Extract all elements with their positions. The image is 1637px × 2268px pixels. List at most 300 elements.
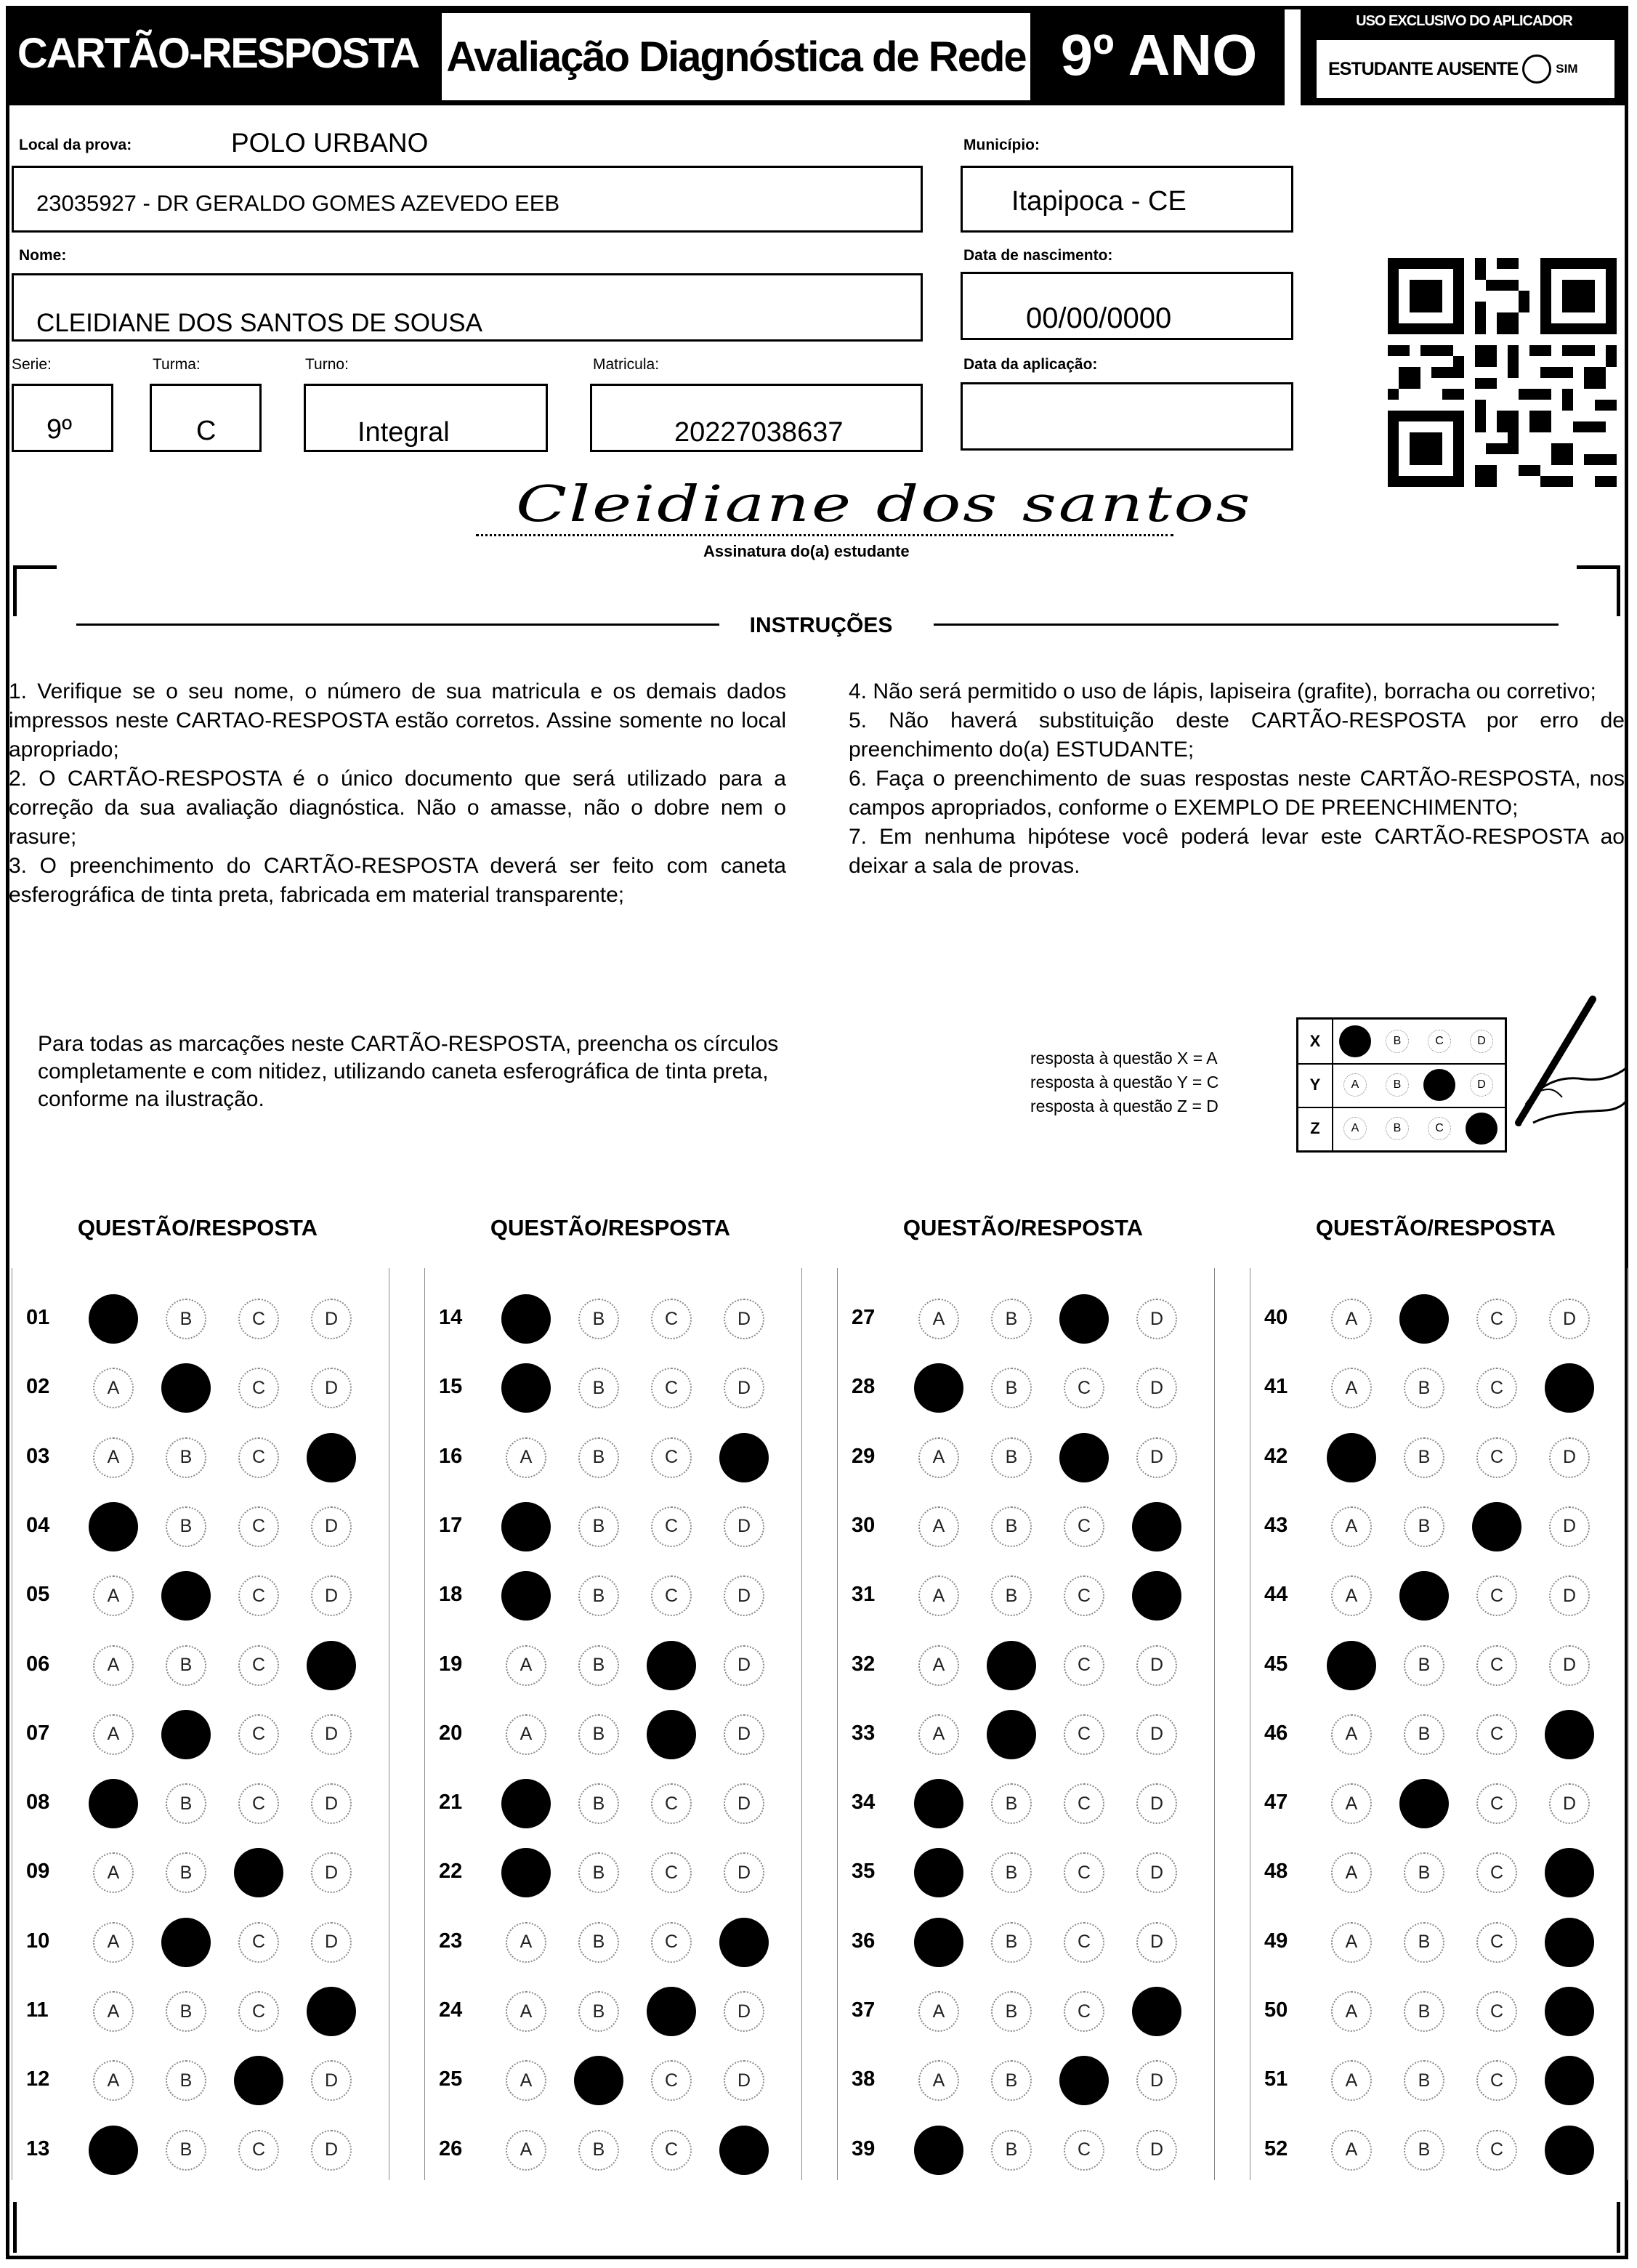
answer-bubble-c[interactable] <box>238 1299 279 1339</box>
option-letter: C <box>1077 1724 1091 1745</box>
answer-bubble-c[interactable] <box>1064 1506 1104 1547</box>
answer-bubble-c[interactable] <box>651 1783 692 1824</box>
option-letter: A <box>520 2070 533 2091</box>
example-legend-item: resposta à questão Y = C <box>1030 1073 1219 1091</box>
answer-bubble-d[interactable] <box>311 1368 352 1408</box>
answer-bubble-d[interactable] <box>1549 1645 1590 1686</box>
answer-bubble-c[interactable] <box>647 1641 696 1690</box>
option-letter: A <box>1345 1585 1358 1606</box>
answer-bubble-d[interactable] <box>311 2060 352 2101</box>
name-label: Nome: <box>19 247 67 264</box>
answer-bubble-b[interactable] <box>161 1918 211 1967</box>
option-letter: C <box>251 2001 266 2022</box>
option-letter: B <box>1005 1862 1018 1883</box>
answer-bubble-a[interactable] <box>918 1991 959 2032</box>
option-letter: A <box>932 2001 945 2022</box>
answer-bubble-b[interactable] <box>578 1437 619 1478</box>
answer-bubble-b[interactable] <box>991 2130 1032 2171</box>
answer-bubble-c[interactable] <box>1059 1294 1109 1344</box>
answer-bubble-b[interactable] <box>991 1437 1032 1478</box>
answer-bubble-d[interactable] <box>724 1575 764 1616</box>
example-bubble-b <box>1386 1117 1409 1140</box>
answer-bubble-b[interactable] <box>578 1506 619 1547</box>
answer-bubble-a[interactable] <box>914 1848 963 1897</box>
answer-bubble-a[interactable] <box>918 1299 959 1339</box>
option-letter: C <box>1077 1793 1091 1814</box>
answer-bubble-a[interactable] <box>914 1918 963 1967</box>
city-value: Itapipoca - CE <box>1011 186 1187 217</box>
answer-bubble-b[interactable] <box>166 1783 206 1824</box>
option-letter: D <box>737 1308 751 1329</box>
option-letter: A <box>520 2001 533 2022</box>
answer-bubble-c[interactable] <box>651 1506 692 1547</box>
answer-bubble-c[interactable] <box>1059 2056 1109 2105</box>
answer-bubble-a[interactable] <box>501 1571 551 1621</box>
answer-bubble-d[interactable] <box>1136 2130 1177 2171</box>
qr-finder-bottom-left <box>1388 411 1464 487</box>
answer-bubble-c[interactable] <box>651 1368 692 1408</box>
answer-bubble-b[interactable] <box>1404 1852 1444 1893</box>
absent-field[interactable] <box>1317 40 1614 98</box>
answer-bubble-c[interactable] <box>651 1575 692 1616</box>
signature-label: Assinatura do(a) estudante <box>703 542 910 560</box>
option-letter: B <box>592 1585 605 1606</box>
answer-bubble-c[interactable] <box>1476 1368 1517 1408</box>
answer-bubble-d[interactable] <box>724 1714 764 1755</box>
answer-bubble-c[interactable] <box>1476 1575 1517 1616</box>
answer-bubble-a[interactable] <box>1331 2060 1372 2101</box>
answer-bubble-a[interactable] <box>93 1922 134 1963</box>
question-number: 52 <box>1264 2136 1288 2160</box>
answer-bubble-a[interactable] <box>506 1991 546 2032</box>
answer-bubble-d[interactable] <box>724 1783 764 1824</box>
answer-bubble-b[interactable] <box>1399 1571 1449 1621</box>
answer-bubble-a[interactable] <box>506 1645 546 1686</box>
answer-bubble-d[interactable] <box>311 2130 352 2171</box>
question-number: 18 <box>439 1583 463 1607</box>
answer-bubble-b[interactable] <box>991 1922 1032 1963</box>
option-letter: D <box>1149 1724 1164 1745</box>
answer-bubble-c[interactable] <box>1476 2130 1517 2171</box>
answer-bubble-a[interactable] <box>93 1368 134 1408</box>
answer-bubble-c[interactable] <box>234 2056 283 2105</box>
answer-bubble-d[interactable] <box>724 1852 764 1893</box>
answer-bubble-c[interactable] <box>238 1783 279 1824</box>
answer-bubble-b[interactable] <box>1404 1645 1444 1686</box>
answer-bubble-b[interactable] <box>578 1368 619 1408</box>
answer-bubble-d[interactable] <box>307 1641 356 1690</box>
answer-bubble-c[interactable] <box>1476 1299 1517 1339</box>
question-number: 36 <box>852 1929 876 1953</box>
option-letter: A <box>107 1585 120 1606</box>
answer-bubble-c[interactable] <box>1059 1433 1109 1482</box>
option-letter: A <box>1345 1516 1358 1537</box>
answer-bubble-d[interactable] <box>1549 1783 1590 1824</box>
answer-bubble-b[interactable] <box>1404 1506 1444 1547</box>
option-letter: B <box>592 1724 605 1745</box>
question-number: 43 <box>1264 1513 1288 1537</box>
option-letter: B <box>1393 1035 1402 1047</box>
answer-bubble-a[interactable] <box>914 1779 963 1828</box>
example-legend-item: resposta à questão Z = D <box>1030 1097 1218 1115</box>
answer-bubble-d[interactable] <box>1549 1575 1590 1616</box>
answer-bubble-b[interactable] <box>166 1852 206 1893</box>
answer-bubble-c[interactable] <box>238 1506 279 1547</box>
answer-bubble-a[interactable] <box>501 1502 551 1551</box>
answer-bubble-a[interactable] <box>93 1645 134 1686</box>
answer-bubble-d[interactable] <box>1136 1852 1177 1893</box>
answer-bubble-b[interactable] <box>1404 2060 1444 2101</box>
option-letter: C <box>251 1308 266 1329</box>
example-bubble-c <box>1428 1030 1451 1053</box>
answer-bubble-b[interactable] <box>991 1852 1032 1893</box>
answer-bubble-a[interactable] <box>93 2060 134 2101</box>
answer-bubble-b[interactable] <box>991 2060 1032 2101</box>
answer-bubble-b[interactable] <box>987 1641 1036 1690</box>
option-letter: B <box>592 1793 605 1814</box>
answer-bubble-d[interactable] <box>1136 1922 1177 1963</box>
answer-bubble-a[interactable] <box>1331 2130 1372 2171</box>
answer-bubble-b[interactable] <box>578 1575 619 1616</box>
answer-bubble-d[interactable] <box>1545 1848 1594 1897</box>
answer-bubble-d[interactable] <box>311 1506 352 1547</box>
answer-bubble-c[interactable] <box>1064 1991 1104 2032</box>
option-letter: C <box>664 1793 679 1814</box>
answer-bubble-b[interactable] <box>578 1852 619 1893</box>
option-letter: A <box>1345 1932 1358 1953</box>
answer-bubble-b[interactable] <box>578 1783 619 1824</box>
answer-bubble-b[interactable] <box>1404 1922 1444 1963</box>
answer-bubble-d[interactable] <box>724 1506 764 1547</box>
answer-bubble-b[interactable] <box>991 1299 1032 1339</box>
question-number: 33 <box>852 1721 876 1745</box>
option-letter: B <box>179 1862 193 1883</box>
answer-bubble-a[interactable] <box>1327 1641 1376 1690</box>
answer-bubble-a[interactable] <box>918 1575 959 1616</box>
answer-bubble-d[interactable] <box>311 1922 352 1963</box>
answer-bubble-d[interactable] <box>1545 1987 1594 2036</box>
answer-bubble-b[interactable] <box>991 1575 1032 1616</box>
answer-bubble-b[interactable] <box>1404 1437 1444 1478</box>
option-letter: A <box>107 1932 120 1953</box>
answer-bubble-b[interactable] <box>991 1506 1032 1547</box>
answer-bubble-c[interactable] <box>1476 1645 1517 1686</box>
answer-bubble-c[interactable] <box>238 1437 279 1478</box>
applicator-label: USO EXCLUSIVO DO APLICADOR <box>1356 13 1572 29</box>
class-label: Turma: <box>153 356 201 373</box>
answer-bubble-d[interactable] <box>1549 1437 1590 1478</box>
answer-bubble-b[interactable] <box>166 1991 206 2032</box>
answer-bubble-c[interactable] <box>1472 1502 1521 1551</box>
answer-bubble-b[interactable] <box>166 1437 206 1478</box>
answer-bubble-c[interactable] <box>1476 2060 1517 2101</box>
answer-bubble-a[interactable] <box>1331 1368 1372 1408</box>
option-letter: B <box>179 1655 193 1675</box>
answer-bubble-c[interactable] <box>1476 1437 1517 1478</box>
answer-bubble-c[interactable] <box>1064 1852 1104 1893</box>
answer-bubble-a[interactable] <box>89 1779 138 1828</box>
option-letter: D <box>1562 1793 1577 1814</box>
option-letter: C <box>251 1932 266 1953</box>
answer-bubble-c[interactable] <box>1064 1922 1104 1963</box>
answer-bubble-c[interactable] <box>1476 1852 1517 1893</box>
application-date-box[interactable] <box>961 382 1293 451</box>
answer-bubble-b[interactable] <box>1404 2130 1444 2171</box>
answer-bubble-a[interactable] <box>506 1922 546 1963</box>
signature-handwritten: Cleidiane dos santos <box>516 476 1253 533</box>
answer-bubble-d[interactable] <box>311 1299 352 1339</box>
answer-bubble-d[interactable] <box>719 2126 769 2175</box>
answer-bubble-d[interactable] <box>724 1368 764 1408</box>
answer-bubble-b[interactable] <box>161 1710 211 1759</box>
question-number: 05 <box>26 1583 50 1607</box>
answer-bubble-a[interactable] <box>1331 1714 1372 1755</box>
answer-bubble-b[interactable] <box>991 1991 1032 2032</box>
answer-bubble-b[interactable] <box>166 2130 206 2171</box>
answer-bubble-d[interactable] <box>724 1645 764 1686</box>
answer-bubble-c[interactable] <box>238 1368 279 1408</box>
question-number: 41 <box>1264 1375 1288 1399</box>
answer-bubble-d[interactable] <box>1545 1918 1594 1967</box>
answer-bubble-d[interactable] <box>307 1433 356 1482</box>
option-letter: B <box>1005 1447 1018 1468</box>
option-letter: C <box>251 1724 266 1745</box>
answer-bubble-b[interactable] <box>991 1368 1032 1408</box>
question-number: 49 <box>1264 1929 1288 1953</box>
answer-bubble-c[interactable] <box>1064 2130 1104 2171</box>
option-letter: D <box>324 1932 339 1953</box>
option-letter: D <box>324 1862 339 1883</box>
answer-bubble-d[interactable] <box>1132 1502 1181 1551</box>
answer-bubble-d[interactable] <box>724 2060 764 2101</box>
answer-bubble-a[interactable] <box>93 1991 134 2032</box>
exam-title: Avaliação Diagnóstica de Rede <box>442 13 1030 100</box>
answer-bubble-d[interactable] <box>719 1433 769 1482</box>
answer-bubble-d[interactable] <box>1545 2056 1594 2105</box>
answer-bubble-d[interactable] <box>1549 1299 1590 1339</box>
option-letter: D <box>1477 1035 1486 1047</box>
answer-bubble-b[interactable] <box>161 1363 211 1413</box>
answer-bubble-d[interactable] <box>1136 1368 1177 1408</box>
answer-bubble-c[interactable] <box>238 1575 279 1616</box>
option-letter: D <box>737 1516 751 1537</box>
answer-bubble-a[interactable] <box>501 1363 551 1413</box>
answer-bubble-c[interactable] <box>1064 1714 1104 1755</box>
answer-bubble-a[interactable] <box>501 1848 551 1897</box>
option-letter: D <box>324 2070 339 2091</box>
example-row <box>1298 1107 1505 1150</box>
answer-bubble-b[interactable] <box>166 2060 206 2101</box>
answer-bubble-d[interactable] <box>1545 1710 1594 1759</box>
option-letter: A <box>932 1447 945 1468</box>
question-number: 31 <box>852 1583 876 1607</box>
answer-bubble-c[interactable] <box>1476 1991 1517 2032</box>
qr-finder-top-left <box>1388 258 1464 334</box>
answer-bubble-a[interactable] <box>1331 1783 1372 1824</box>
answer-bubble-a[interactable] <box>1331 1506 1372 1547</box>
option-letter: D <box>737 1377 751 1398</box>
answer-bubble-d[interactable] <box>311 1783 352 1824</box>
answer-bubble-c[interactable] <box>1476 1922 1517 1963</box>
answer-bubble-a[interactable] <box>918 1437 959 1478</box>
answer-bubble-c[interactable] <box>1476 1783 1517 1824</box>
answer-bubble-c[interactable] <box>238 1991 279 2032</box>
question-number: 27 <box>852 1306 876 1329</box>
answer-bubble-a[interactable] <box>1331 1991 1372 2032</box>
option-letter: D <box>1562 1655 1577 1675</box>
answer-bubble-a[interactable] <box>918 1714 959 1755</box>
answer-bubble-a[interactable] <box>501 1779 551 1828</box>
answer-bubble-d[interactable] <box>1136 2060 1177 2101</box>
answer-bubble-d[interactable] <box>1132 1571 1181 1621</box>
answer-bubble-a[interactable] <box>1331 1922 1372 1963</box>
answer-bubble-a[interactable] <box>89 2126 138 2175</box>
answer-bubble-a[interactable] <box>89 1502 138 1551</box>
absent-checkbox[interactable] <box>1522 55 1551 84</box>
answer-bubble-a[interactable] <box>914 1363 963 1413</box>
answer-bubble-b[interactable] <box>166 1299 206 1339</box>
answer-bubble-d[interactable] <box>1136 1714 1177 1755</box>
answer-bubble-c[interactable] <box>1476 1714 1517 1755</box>
answer-bubble-c[interactable] <box>238 1922 279 1963</box>
answer-bubble-a[interactable] <box>1327 1433 1376 1482</box>
answer-bubble-b[interactable] <box>161 1571 211 1621</box>
example-bubble-b <box>1386 1030 1409 1053</box>
example-bubble-c <box>1428 1117 1451 1140</box>
answer-bubble-b[interactable] <box>166 1506 206 1547</box>
answer-bubble-d[interactable] <box>1132 1987 1181 2036</box>
answer-bubble-b[interactable] <box>574 2056 623 2105</box>
answer-bubble-b[interactable] <box>578 1922 619 1963</box>
answer-bubble-c[interactable] <box>651 1437 692 1478</box>
option-letter: D <box>1562 1447 1577 1468</box>
option-letter: A <box>932 1585 945 1606</box>
option-letter: B <box>1418 1932 1431 1953</box>
answer-bubble-d[interactable] <box>1136 1645 1177 1686</box>
birth-value: 00/00/0000 <box>1026 302 1172 334</box>
option-letter: C <box>1490 1655 1504 1675</box>
answer-bubble-c[interactable] <box>651 2130 692 2171</box>
answer-bubble-b[interactable] <box>1399 1294 1449 1344</box>
option-letter: B <box>592 1862 605 1883</box>
answer-bubble-d[interactable] <box>1136 1783 1177 1824</box>
registration-label: Matricula: <box>593 356 660 373</box>
answer-bubble-c[interactable] <box>1064 1783 1104 1824</box>
answer-bubble-d[interactable] <box>311 1852 352 1893</box>
divider <box>76 624 719 626</box>
answer-bubble-b[interactable] <box>578 2130 619 2171</box>
answer-bubble-b[interactable] <box>578 1714 619 1755</box>
answer-bubble-d[interactable] <box>311 1714 352 1755</box>
answer-bubble-b[interactable] <box>578 1299 619 1339</box>
option-letter: D <box>324 1516 339 1537</box>
answer-bubble-a[interactable] <box>506 1437 546 1478</box>
answer-bubble-a[interactable] <box>918 1506 959 1547</box>
question-number: 47 <box>1264 1791 1288 1815</box>
answer-bubble-c[interactable] <box>238 1645 279 1686</box>
option-letter: C <box>1435 1122 1444 1134</box>
answer-bubble-a[interactable] <box>1331 1852 1372 1893</box>
answer-bubble-c[interactable] <box>1064 1368 1104 1408</box>
answer-bubble-a[interactable] <box>93 1437 134 1478</box>
answer-bubble-c[interactable] <box>647 1987 696 2036</box>
answer-bubble-c[interactable] <box>238 2130 279 2171</box>
answer-bubble-a[interactable] <box>506 2060 546 2101</box>
option-letter: C <box>664 2139 679 2160</box>
answer-bubble-a[interactable] <box>914 2126 963 2175</box>
answer-bubble-d[interactable] <box>1549 1506 1590 1547</box>
option-letter: A <box>1345 1793 1358 1814</box>
option-letter: C <box>1077 1377 1091 1398</box>
question-number: 37 <box>852 1998 876 2022</box>
answer-bubble-d[interactable] <box>724 1299 764 1339</box>
option-letter: C <box>664 1932 679 1953</box>
answer-bubble-a[interactable] <box>93 1714 134 1755</box>
answer-bubble-d[interactable] <box>724 1991 764 2032</box>
answer-bubble-b[interactable] <box>1404 1991 1444 2032</box>
answer-bubble-d[interactable] <box>1136 1437 1177 1478</box>
absent-label: ESTUDANTE AUSENTE <box>1328 58 1519 79</box>
answer-bubble-c[interactable] <box>647 1710 696 1759</box>
answer-bubble-b[interactable] <box>991 1783 1032 1824</box>
option-letter: D <box>1149 1862 1164 1883</box>
answer-bubble-d[interactable] <box>1136 1299 1177 1339</box>
answer-bubble-c[interactable] <box>651 2060 692 2101</box>
answer-bubble-d[interactable] <box>307 1987 356 2036</box>
option-letter: D <box>1149 1793 1164 1814</box>
answer-bubble-c[interactable] <box>238 1714 279 1755</box>
answer-bubble-a[interactable] <box>1331 1299 1372 1339</box>
answer-bubble-b[interactable] <box>578 1991 619 2032</box>
answer-bubble-a[interactable] <box>89 1294 138 1344</box>
answer-bubble-b[interactable] <box>1404 1368 1444 1408</box>
answer-bubble-a[interactable] <box>93 1575 134 1616</box>
option-letter: B <box>1418 1724 1431 1745</box>
name-value: CLEIDIANE DOS SANTOS DE SOUSA <box>36 309 482 337</box>
answer-bubble-b[interactable] <box>166 1645 206 1686</box>
answer-bubble-a[interactable] <box>918 2060 959 2101</box>
question-number: 35 <box>852 1860 876 1884</box>
answer-bubble-c[interactable] <box>1064 1575 1104 1616</box>
answer-bubble-d[interactable] <box>311 1575 352 1616</box>
answer-bubble-d[interactable] <box>1545 2126 1594 2175</box>
answer-bubble-a[interactable] <box>501 1294 551 1344</box>
instructions-left <box>9 677 786 910</box>
question-number: 12 <box>26 2067 50 2091</box>
option-letter: B <box>179 2001 193 2022</box>
answer-bubble-a[interactable] <box>93 1852 134 1893</box>
answer-bubble-a[interactable] <box>1331 1575 1372 1616</box>
answer-bubble-b[interactable] <box>1404 1714 1444 1755</box>
answer-bubble-c[interactable] <box>651 1299 692 1339</box>
answer-bubble-a[interactable] <box>506 1714 546 1755</box>
answer-bubble-b[interactable] <box>1399 1779 1449 1828</box>
answer-bubble-a[interactable] <box>918 1645 959 1686</box>
answer-bubble-b[interactable] <box>578 1645 619 1686</box>
answer-bubble-c[interactable] <box>651 1852 692 1893</box>
option-letter: A <box>520 1932 533 1953</box>
option-letter: D <box>1149 1447 1164 1468</box>
answer-bubble-d[interactable] <box>1545 1363 1594 1413</box>
answer-bubble-b[interactable] <box>987 1710 1036 1759</box>
class-value: C <box>196 416 217 446</box>
answer-bubble-c[interactable] <box>651 1922 692 1963</box>
column-title: QUESTÃO/RESPOSTA <box>1315 1215 1556 1240</box>
answer-bubble-d[interactable] <box>719 1918 769 1967</box>
answer-bubble-c[interactable] <box>234 1848 283 1897</box>
answer-bubble-a[interactable] <box>506 2130 546 2171</box>
answer-bubble-c[interactable] <box>1064 1645 1104 1686</box>
